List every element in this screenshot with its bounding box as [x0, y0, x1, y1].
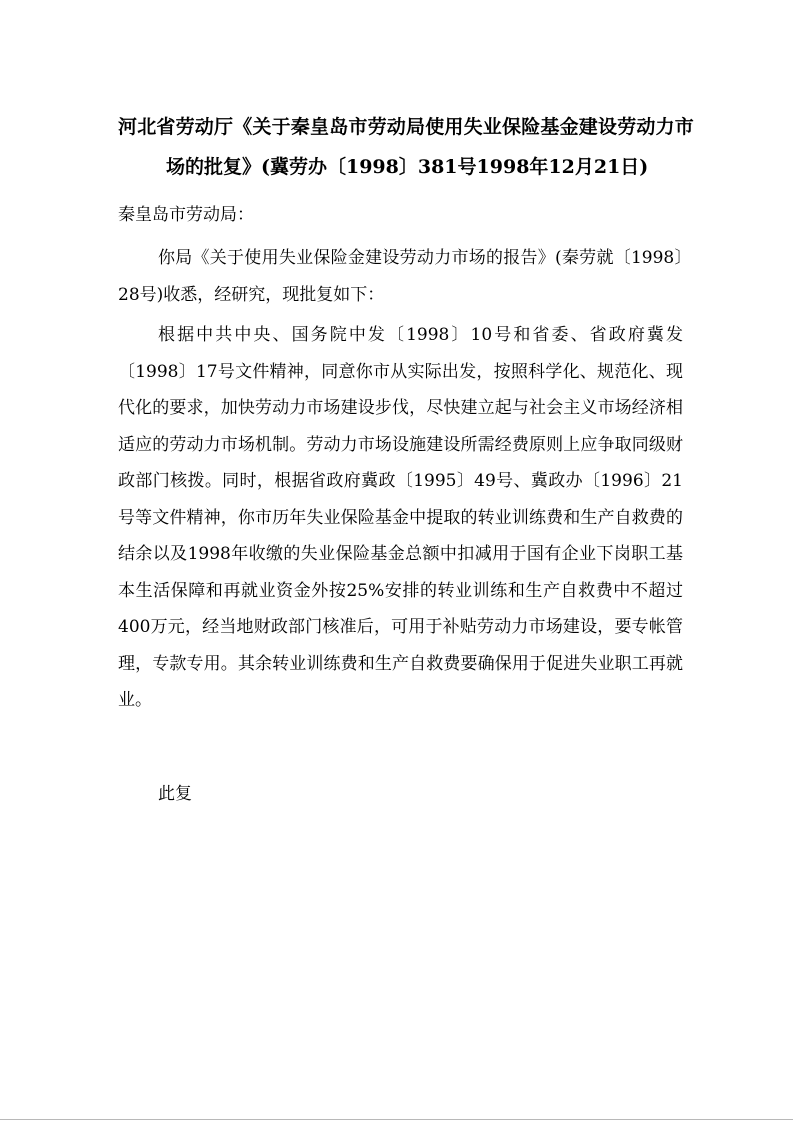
closing-text: 此复: [158, 784, 192, 804]
page-bottom-divider: [0, 1119, 793, 1120]
document-title-line-2: 场的批复》(冀劳办〔1998〕381号1998年12月21日): [166, 156, 649, 178]
document-title-line-1: 河北省劳动厅《关于秦皇岛市劳动局使用失业保险基金建设劳动力市: [118, 116, 695, 138]
salutation: 秦皇岛市劳动局：: [118, 205, 254, 225]
paragraph-acknowledgement: 你局《关于使用失业保险金建设劳动力市场的报告》(秦劳就〔1998〕28号)收悉，经研究，现批复如下：: [118, 248, 683, 305]
paragraph-approval-body: 根据中共中央、国务院中发〔1998〕10号和省委、省政府冀发〔1998〕17号文件精神，同意你市从实际出发，按照科学化、规范化、现代化的要求，加快劳动力市场建设步伐，尽快建立起与社会主义市场经济相适应的劳动力市场机制。劳动力市场设施建设所需经费原则上应争取同级财政部门核拨。同时，根据省政府冀政〔1995〕49号、冀政办〔1996〕21号等文件精神，你市历年失业保险基金中提取的转业训练费和生产自救费的结余以及1998年收缴的失业保险基金总额中扣减用于国有企业下岗职工基本生活保障和再就业资金外按25%安排的转业训练和生产自救费中不超过400万元，经当地财政部门核准后，可用于补贴劳动力市场建设，要专帐管理，专款专用。其余转业训练费和生产自救费要确保用于促进失业职工再就业。: [118, 325, 683, 710]
